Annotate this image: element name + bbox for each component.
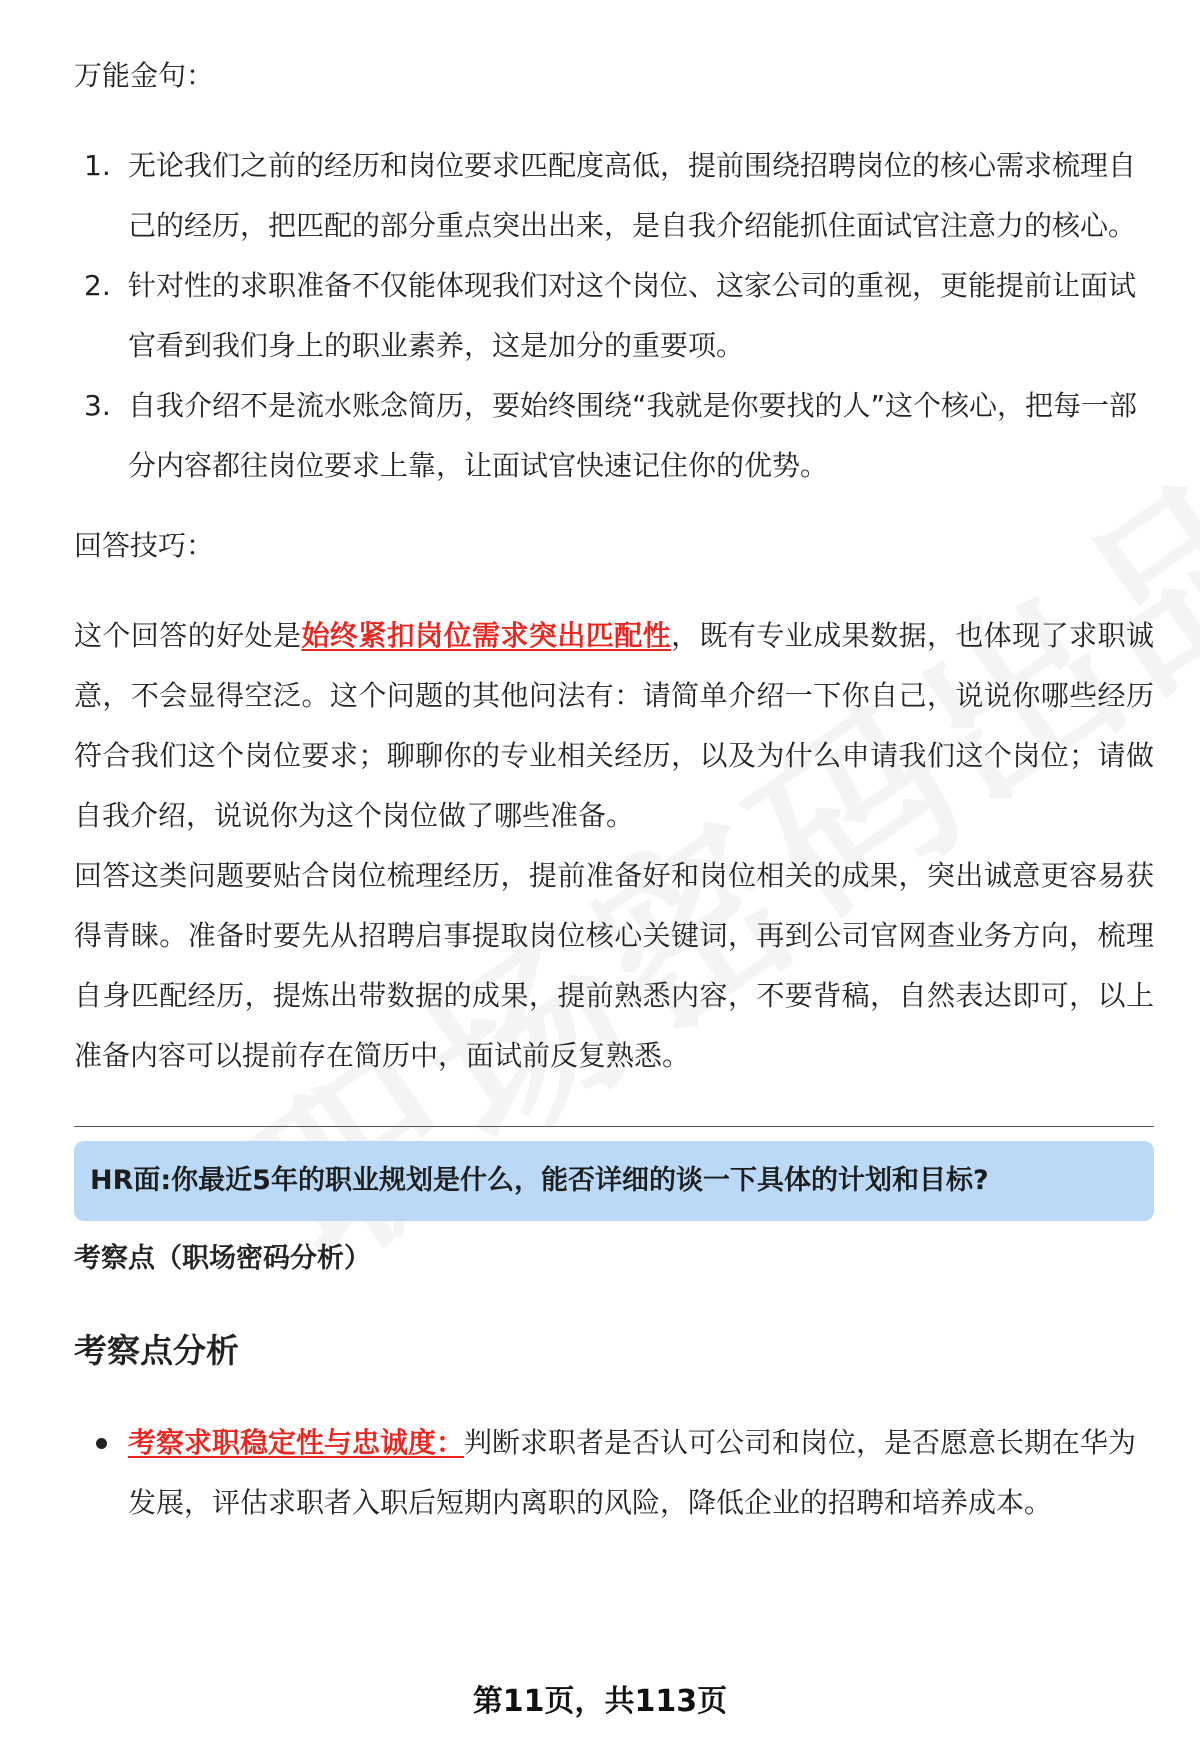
- answer-tips-heading: 回答技巧：: [74, 529, 215, 562]
- analysis-title: 考察点分析: [74, 1331, 239, 1370]
- point-label: 考察求职稳定性与忠诚度：: [128, 1426, 465, 1459]
- page-footer: 第11页，共113页: [472, 1684, 728, 1719]
- section-divider: [74, 1126, 1154, 1127]
- answer-tips-paragraph: [74, 606, 1154, 846]
- list-item: [74, 136, 1154, 256]
- list-item-text: 自我介绍不是流水账念简历，要始终围绕“我就是你要找的人”这个核心，把每一部分内容都往岗位要求上靠，让面试官快速记住你的优势。: [128, 389, 1138, 482]
- highlighted-phrase: 始终紧扣岗位需求突出匹配性: [301, 619, 672, 652]
- list-item-text: 无论我们之前的经历和岗位要求匹配度高低，提前围绕招聘岗位的核心需求梳理自己的经历，把匹配的部分重点突出出来，是自我介绍能抓住面试官注意力的核心。: [128, 149, 1137, 242]
- list-number: 1.: [84, 149, 111, 182]
- analysis-point: [74, 1413, 1154, 1533]
- golden-sentences-list: [74, 136, 1154, 496]
- list-item: [74, 256, 1154, 376]
- bullet-dot-icon: [96, 1438, 107, 1449]
- examination-point-heading: 考察点（职场密码分析）: [74, 1243, 371, 1274]
- list-item-text: 针对性的求职准备不仅能体现我们对这个岗位、这家公司的重视，更能提前让面试官看到我们身上的职业素养，这是加分的重要项。: [128, 269, 1137, 362]
- paragraph-text: ，既有专业成果数据，也体现了求职诚意，不会显得空泛。这个问题的其他问法有：请简单介绍一下你自己，说说你哪些经历符合我们这个岗位要求；聊聊你的专业相关经历，以及为什么申请我们这个岗位；请做自我介绍，说说你为这个岗位做了哪些准备。: [74, 619, 1154, 832]
- question-box: HR面:你最近5年的职业规划是什么，能否详细的谈一下具体的计划和目标?: [74, 1141, 1154, 1221]
- list-item: [74, 376, 1154, 496]
- list-number: 3.: [84, 389, 111, 422]
- list-number: 2.: [84, 269, 111, 302]
- analysis-points-list: [74, 1413, 1154, 1533]
- paragraph-text: 这个回答的好处是: [74, 619, 302, 652]
- preparation-paragraph: 回答这类问题要贴合岗位梳理经历，提前准备好和岗位相关的成果，突出诚意更容易获得青睐。准备时要先从招聘启事提取岗位核心关键词，再到公司官网查业务方向，梳理自身匹配经历，提炼出带数据的成果，提前熟悉内容，不要背稿，自然表达即可，以上准备内容可以提前存在简历中，面试前反复熟悉。: [74, 859, 1154, 1072]
- point-text: 判断求职者是否认可公司和岗位，是否愿意长期在华为发展，评估求职者入职后短期内离职的风险，降低企业的招聘和培养成本。: [128, 1426, 1137, 1519]
- document-content: [74, 56, 1154, 1533]
- golden-sentences-heading: 万能金句：: [74, 59, 215, 92]
